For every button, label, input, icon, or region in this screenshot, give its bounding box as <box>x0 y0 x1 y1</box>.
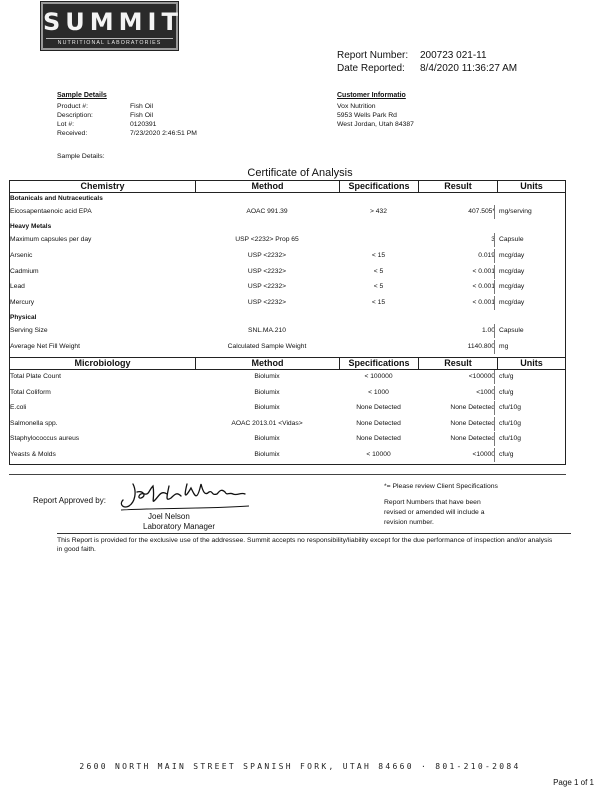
analyte-method: Biolumix <box>254 404 280 411</box>
analyte-method: USP <2232> Prop 65 <box>235 236 299 243</box>
analyte-spec: < 15 <box>371 299 386 306</box>
analyte-spec: < 10000 <box>366 451 391 458</box>
customer-address-line2: West Jordan, Utah 84387 <box>337 121 414 128</box>
analyte-spec: None Detected <box>356 435 401 442</box>
table-row <box>9 324 566 338</box>
header-chemistry: Chemistry <box>10 181 196 192</box>
header-result: Result <box>419 181 498 192</box>
category-heavy-metals: Heavy Metals <box>10 223 52 230</box>
certificate-title: Certificate of Analysis <box>247 167 353 179</box>
analyte-result: <10000 <box>472 451 495 458</box>
analyte-name: Yeasts & Molds <box>10 451 56 458</box>
table-row <box>9 386 566 400</box>
table-row <box>9 280 566 294</box>
analyte-spec: None Detected <box>356 420 401 427</box>
table-row <box>9 249 566 263</box>
analyte-unit: cfu/g <box>494 370 562 384</box>
analyte-name: Staphylococcus aureus <box>10 435 80 442</box>
analyte-result: None Detected <box>450 420 495 427</box>
header-method: Method <box>196 358 340 369</box>
analyte-result: < 0.001 <box>472 299 495 306</box>
lot-label: Lot #: <box>57 121 75 128</box>
analyte-result: 3 <box>491 236 495 243</box>
header-specifications: Specifications <box>340 358 419 369</box>
analyte-spec: > 432 <box>370 208 387 215</box>
analyte-name: E.coli <box>10 404 27 411</box>
date-reported-label: Date Reported: <box>337 63 405 74</box>
header-result: Result <box>419 358 498 369</box>
analyte-method: Calculated Sample Weight <box>227 343 307 350</box>
analyte-name: Arsenic <box>10 252 33 259</box>
received-value: 7/23/2020 2:46:51 PM <box>130 130 197 137</box>
revision-note-line2: revised or amended will include a <box>384 509 485 516</box>
table-row <box>9 340 566 354</box>
analyte-method: SNL.MA.210 <box>248 327 286 334</box>
analyte-spec: < 1000 <box>368 389 389 396</box>
analyte-unit: cfu/10g <box>494 432 562 446</box>
disclaimer-text: This Report is provided for the exclusive use of the addressee. Summit accepts no responsibility/liability except for the due performance of inspection and/or analysis in good faith. <box>57 537 553 553</box>
table-row <box>9 265 566 279</box>
customer-info-title: Customer Informatio <box>337 92 406 99</box>
analyte-name: Salmonella spp. <box>10 420 58 427</box>
chemistry-header-row <box>9 180 566 193</box>
page-number: Page 1 of 1 <box>553 778 594 787</box>
analyte-method: USP <2232> <box>247 268 287 275</box>
specifications-note: *= Please review Client Specifications <box>384 483 498 490</box>
table-row <box>9 296 566 310</box>
revision-note-line1: Report Numbers that have been <box>384 499 481 506</box>
analyte-name: Serving Size <box>10 327 48 334</box>
analyte-result: < 0.001 <box>472 283 495 290</box>
analyte-method: USP <2232> <box>247 252 287 259</box>
revision-note-line3: revision number. <box>384 519 434 526</box>
report-number-value: 200723 021-11 <box>420 50 487 61</box>
analyte-method: Biolumix <box>254 373 280 380</box>
table-row <box>9 233 566 247</box>
analyte-unit: mcg/day <box>494 296 562 310</box>
analyte-unit: mcg/day <box>494 249 562 263</box>
table-row <box>9 370 566 384</box>
analyte-result: <1000 <box>476 389 495 396</box>
analyte-unit: mcg/day <box>494 280 562 294</box>
analyte-spec: < 5 <box>373 268 384 275</box>
analyte-name: Maximum capsules per day <box>10 236 92 243</box>
product-label: Product #: <box>57 103 88 110</box>
table-row <box>9 448 566 462</box>
analyte-result: None Detected <box>450 404 495 411</box>
table-row <box>9 417 566 431</box>
analyte-unit: cfu/10g <box>494 401 562 415</box>
analyte-result: < 0.001 <box>472 268 495 275</box>
analyte-method: USP <2232> <box>247 283 287 290</box>
analyte-name: Eicosapentaenoic acid EPA <box>10 208 92 215</box>
analyte-name: Mercury <box>10 299 35 306</box>
microbiology-header-row <box>9 357 566 370</box>
analyte-unit: cfu/g <box>494 386 562 400</box>
logo-tagline: NUTRITIONAL LABORATORIES <box>46 38 173 47</box>
analyte-method: Biolumix <box>254 389 280 396</box>
analyte-method: AOAC 991.39 <box>246 208 288 215</box>
analyte-result: None Detected <box>450 435 495 442</box>
header-method: Method <box>196 181 340 192</box>
analyte-method: Biolumix <box>254 451 280 458</box>
analyte-unit: cfu/g <box>494 448 562 462</box>
received-label: Received: <box>57 130 88 137</box>
analyte-result: 1140.800 <box>467 343 495 350</box>
analyte-unit: mcg/day <box>494 265 562 279</box>
description-label: Description: <box>57 112 93 119</box>
analyte-method: USP <2232> <box>247 299 287 306</box>
approver-title: Laboratory Manager <box>143 522 216 531</box>
analyte-spec: < 100000 <box>364 373 393 380</box>
table-row <box>9 205 566 219</box>
analyte-name: Total Coliform <box>10 389 51 396</box>
table-row <box>9 432 566 446</box>
logo-wordmark: SUMMIT <box>43 8 183 36</box>
analyte-method: AOAC 2013.01 <Vidas> <box>231 420 303 427</box>
approval-separator <box>9 474 566 475</box>
approver-name: Joel Nelson <box>148 512 190 521</box>
summit-logo <box>41 2 183 50</box>
product-value: Fish Oil <box>130 103 154 110</box>
approved-by-label: Report Approved by: <box>33 496 106 505</box>
analyte-unit: mg/serving <box>494 205 562 219</box>
header-microbiology: Microbiology <box>10 358 196 369</box>
customer-name: Vox Nutrition <box>337 103 376 110</box>
analyte-unit: Capsule <box>494 233 562 247</box>
analyte-name: Average Net Fill Weight <box>10 343 81 350</box>
signature-image <box>115 478 255 514</box>
header-units: Units <box>520 181 543 191</box>
category-physical: Physical <box>10 314 37 321</box>
analyte-spec: < 15 <box>371 252 386 259</box>
report-number-label: Report Number: <box>337 50 409 61</box>
sample-details-title: Sample Details <box>57 92 107 99</box>
analyte-unit: Capsule <box>494 324 562 338</box>
analyte-spec: < 5 <box>373 283 384 290</box>
analyte-result: 407.505* <box>468 208 495 215</box>
analyte-unit: mg <box>494 340 562 354</box>
analyte-name: Total Plate Count <box>10 373 61 380</box>
analyte-name: Lead <box>10 283 25 290</box>
description-value: Fish Oil <box>130 112 154 119</box>
analyte-name: Cadmium <box>10 268 39 275</box>
category-botanicals: Botanicals and Nutraceuticals <box>10 195 103 202</box>
analyte-result: 0.019 <box>478 252 495 259</box>
header-specifications: Specifications <box>340 181 419 192</box>
footer-address: 2600 NORTH MAIN STREET SPANISH FORK, UTAH 84660 · 801-210-2084 <box>79 762 521 771</box>
analyte-result: <100000 <box>468 373 495 380</box>
table-bottom-border <box>9 464 566 465</box>
customer-address-line1: 5953 Wells Park Rd <box>337 112 397 119</box>
analyte-result: 1.00 <box>481 327 495 334</box>
date-reported-value: 8/4/2020 11:36:27 AM <box>420 63 518 74</box>
header-units: Units <box>520 358 543 368</box>
disclaimer-separator <box>57 533 571 534</box>
lot-value: 0120391 <box>130 121 157 128</box>
analyte-spec: None Detected <box>356 404 401 411</box>
analyte-method: Biolumix <box>254 435 280 442</box>
analyte-unit: cfu/10g <box>494 417 562 431</box>
table-row <box>9 401 566 415</box>
sample-details-label: Sample Details: <box>57 153 105 160</box>
